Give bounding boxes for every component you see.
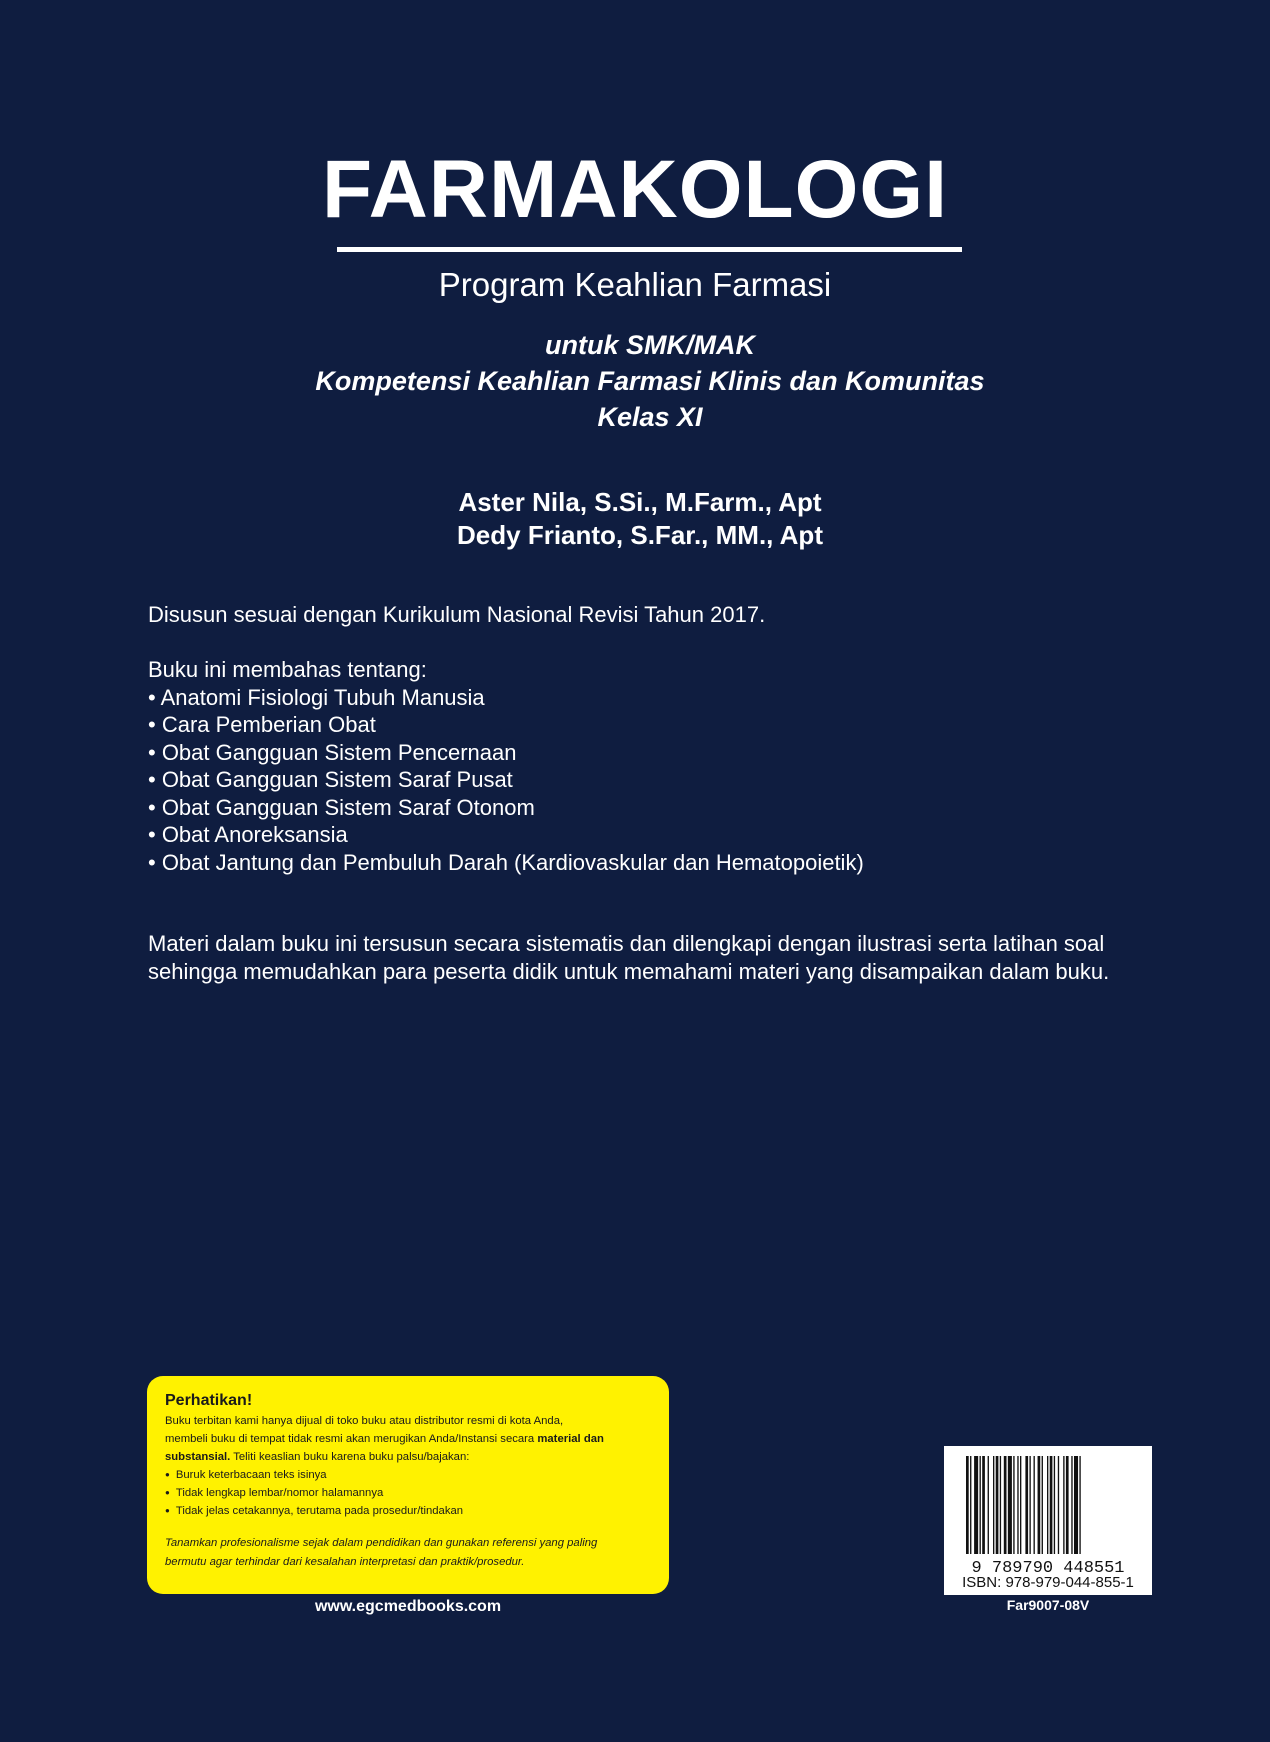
notice-line-1: Buku terbitan kami hanya dijual di toko buku atau distributor resmi di kota Anda, <box>165 1415 564 1427</box>
barcode-bar <box>1038 1456 1041 1554</box>
authors-block <box>0 486 1270 552</box>
barcode-bar <box>1063 1456 1064 1554</box>
barcode-bar <box>1047 1456 1048 1554</box>
barcode-bar <box>1008 1456 1012 1554</box>
topic-item: • Obat Jantung dan Pembuluh Darah (Kardiovaskular dan Hematopoietik) <box>148 849 864 875</box>
barcode-bar <box>1025 1456 1028 1554</box>
barcode-bar <box>1042 1456 1043 1554</box>
notice-line-3-text: Teliti keaslian buku karena buku palsu/bajakan: <box>230 1451 470 1463</box>
audience-line-2: Kompetensi Keahlian Farmasi Klinis dan Komunitas <box>315 366 985 396</box>
barcode-bar <box>1017 1456 1018 1554</box>
barcode-bar <box>1013 1456 1014 1554</box>
barcode-bar <box>988 1456 989 1554</box>
notice-line-2 <box>165 1430 651 1448</box>
notice-text <box>165 1412 651 1466</box>
topics-intro: Buku ini membahas tentang: <box>148 657 427 682</box>
summary-line-2: sehingga memudahkan para peserta didik untuk memahami materi yang disampaikan dalam buku. <box>148 958 1110 984</box>
book-title: FARMAKOLOGI <box>322 144 948 235</box>
barcode-bar <box>1066 1456 1069 1554</box>
author-1: Aster Nila, S.Si., M.Farm., Apt <box>458 487 822 517</box>
summary-line-1: Materi dalam buku ini tersusun secara sistematis dan dilengkapi dengan ilustrasi serta latihan soal <box>148 931 1105 956</box>
topic-item: • Obat Gangguan Sistem Pencernaan <box>148 739 517 765</box>
barcode-bar <box>1079 1456 1080 1554</box>
notice-footer <box>165 1534 651 1572</box>
notice-footer-line-1: Tanamkan profesionalisme sejak dalam pendidikan dan gunakan referensi yang paling <box>165 1537 598 1549</box>
barcode-bar <box>980 1456 981 1554</box>
topics-section <box>148 656 1158 876</box>
barcode-bar <box>1050 1456 1053 1554</box>
summary-paragraph <box>148 930 1158 985</box>
barcode-bar <box>993 1456 994 1554</box>
notice-footer-line-2: bermutu agar terhindar dari kesalahan interpretasi dan praktik/prosedur. <box>165 1556 525 1568</box>
notice-title: Perhatikan! <box>165 1392 253 1409</box>
notice-line-3 <box>165 1448 651 1466</box>
topic-item: • Anatomi Fisiologi Tubuh Manusia <box>148 684 485 710</box>
title-underline <box>337 247 962 252</box>
barcode-bar <box>1071 1456 1072 1554</box>
book-subtitle: Program Keahlian Farmasi <box>438 266 832 303</box>
audience-block <box>0 327 1270 435</box>
isbn-barcode <box>944 1446 1152 1595</box>
topic-item: • Obat Anoreksansia <box>148 822 348 847</box>
barcode-digits: 9 789790 448551 <box>971 1559 1125 1574</box>
barcode-bar <box>966 1456 969 1554</box>
barcode-bar <box>982 1456 985 1554</box>
notice-line-2-bold: material dan <box>537 1433 604 1445</box>
barcode-bar <box>1029 1456 1030 1554</box>
barcode-bar <box>970 1456 971 1554</box>
product-code: Far9007-08V <box>1006 1597 1090 1613</box>
barcode-bar <box>1004 1456 1007 1554</box>
notice-list-item: ● Tidak jelas cetakannya, terutama pada prosedur/tindakan <box>165 1502 651 1520</box>
barcode-bar <box>974 1456 978 1554</box>
isbn-number: ISBN: 978-979-044-855-1 <box>962 1574 1134 1591</box>
audience-line-3: Kelas XI <box>597 402 703 432</box>
notice-line-3-bold: substansial. <box>165 1451 231 1463</box>
notice-list <box>165 1466 651 1520</box>
notice-line-2-text: membeli buku di tempat tidak resmi akan merugikan Anda/Instansi secara <box>165 1433 538 1445</box>
barcode-bar <box>996 1456 999 1554</box>
notice-list-item: ● Buruk keterbacaan teks isinya <box>165 1466 651 1484</box>
publisher-website: www.egcmedbooks.com <box>314 1598 502 1615</box>
barcode-bar <box>1000 1456 1001 1554</box>
topic-item: • Obat Gangguan Sistem Saraf Pusat <box>148 767 513 792</box>
barcode-bar <box>1058 1456 1059 1554</box>
barcode-bar <box>1054 1456 1055 1554</box>
barcode-bar <box>1074 1456 1078 1554</box>
barcode-bar <box>1020 1456 1021 1554</box>
audience-line-1: untuk SMK/MAK <box>545 330 755 360</box>
curriculum-note: Disusun sesuai dengan Kurikulum Nasional Revisi Tahun 2017. <box>148 602 766 627</box>
author-2: Dedy Frianto, S.Far., MM., Apt <box>457 520 823 550</box>
topic-item: • Obat Gangguan Sistem Saraf Otonom <box>148 794 535 820</box>
barcode-bar <box>1034 1456 1035 1554</box>
notice-list-item: ● Tidak lengkap lembar/nomor halamannya <box>165 1484 651 1502</box>
topic-item: • Cara Pemberian Obat <box>148 712 376 737</box>
notice-box <box>147 1376 669 1594</box>
barcode-graphic <box>944 1446 1152 1574</box>
